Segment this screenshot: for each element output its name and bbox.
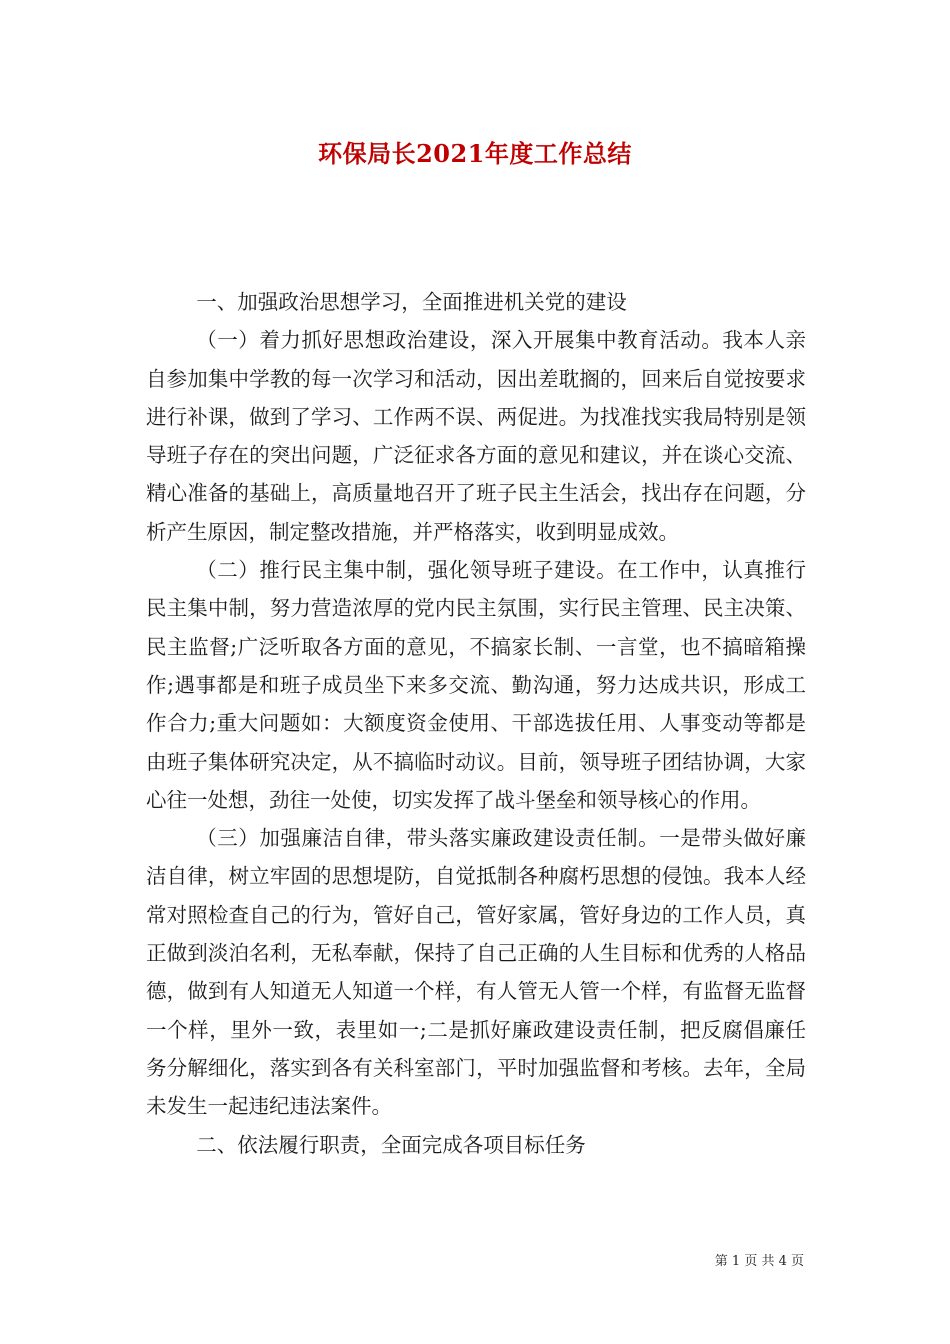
section-heading-1: 一、加强政治思想学习，全面推进机关党的建设 bbox=[196, 290, 627, 314]
paragraph-3: （三）加强廉洁自律，带头落实廉政建设责任制。一是带头做好廉洁自律，树立牢固的思想堤防，自觉抵制各种腐朽思想的侵蚀。我本人经常对照检查自己的行为，管好自己，管好家属，管好身边的工作人员，真正做到淡泊名利，无私奉献，保持了自己正确的人生目标和优秀的人格品德，做到有人知道无人知道一个样，有人管无人管一个样，有监督无监督一个样，里外一致，表里如一;二是抓好廉政建设责任制，把反腐倡廉任务分解细化，落实到各有关科室部门，平时加强监督和考核。去年，全局未发生一起违纪违法案件。 bbox=[146, 826, 806, 1119]
page-number: 第 1 页 共 4 页 bbox=[714, 1254, 804, 1269]
document-title: 环保局长2021年度工作总结 bbox=[318, 139, 632, 168]
section-heading-2: 二、依法履行职责，全面完成各项目标任务 bbox=[196, 1132, 586, 1157]
paragraph-2: （二）推行民主集中制，强化领导班子建设。在工作中，认真推行民主集中制，努力营造浓厚的党内民主氛围，实行民主管理、民主决策、民主监督;广泛听取各方面的意见，不搞家长制、一言堂，也不搞暗箱操作;遇事都是和班子成员坐下来多交流、勤沟通，努力达成共识，形成工作合力;重大问题如：大额度资金使用、干部选拔任用、人事变动等都是由班子集体研究决定，从不搞临时动议。目前，领导班子团结协调，大家心往一处想，劲往一处使，切实发挥了战斗堡垒和领导核心的作用。 bbox=[146, 558, 806, 812]
document-body bbox=[146, 283, 806, 1164]
paragraph-1: （一）着力抓好思想政治建设，深入开展集中教育活动。我本人亲自参加集中学教的每一次学习和活动，因出差耽搁的，回来后自觉按要求进行补课，做到了学习、工作两不误、两促进。为找准找实我局特别是领导班子存在的突出问题，广泛征求各方面的意见和建议，并在谈心交流、精心准备的基础上，高质量地召开了班子民主生活会，找出存在问题，分析产生原因，制定整改措施，并严格落实，收到明显成效。 bbox=[146, 328, 806, 544]
